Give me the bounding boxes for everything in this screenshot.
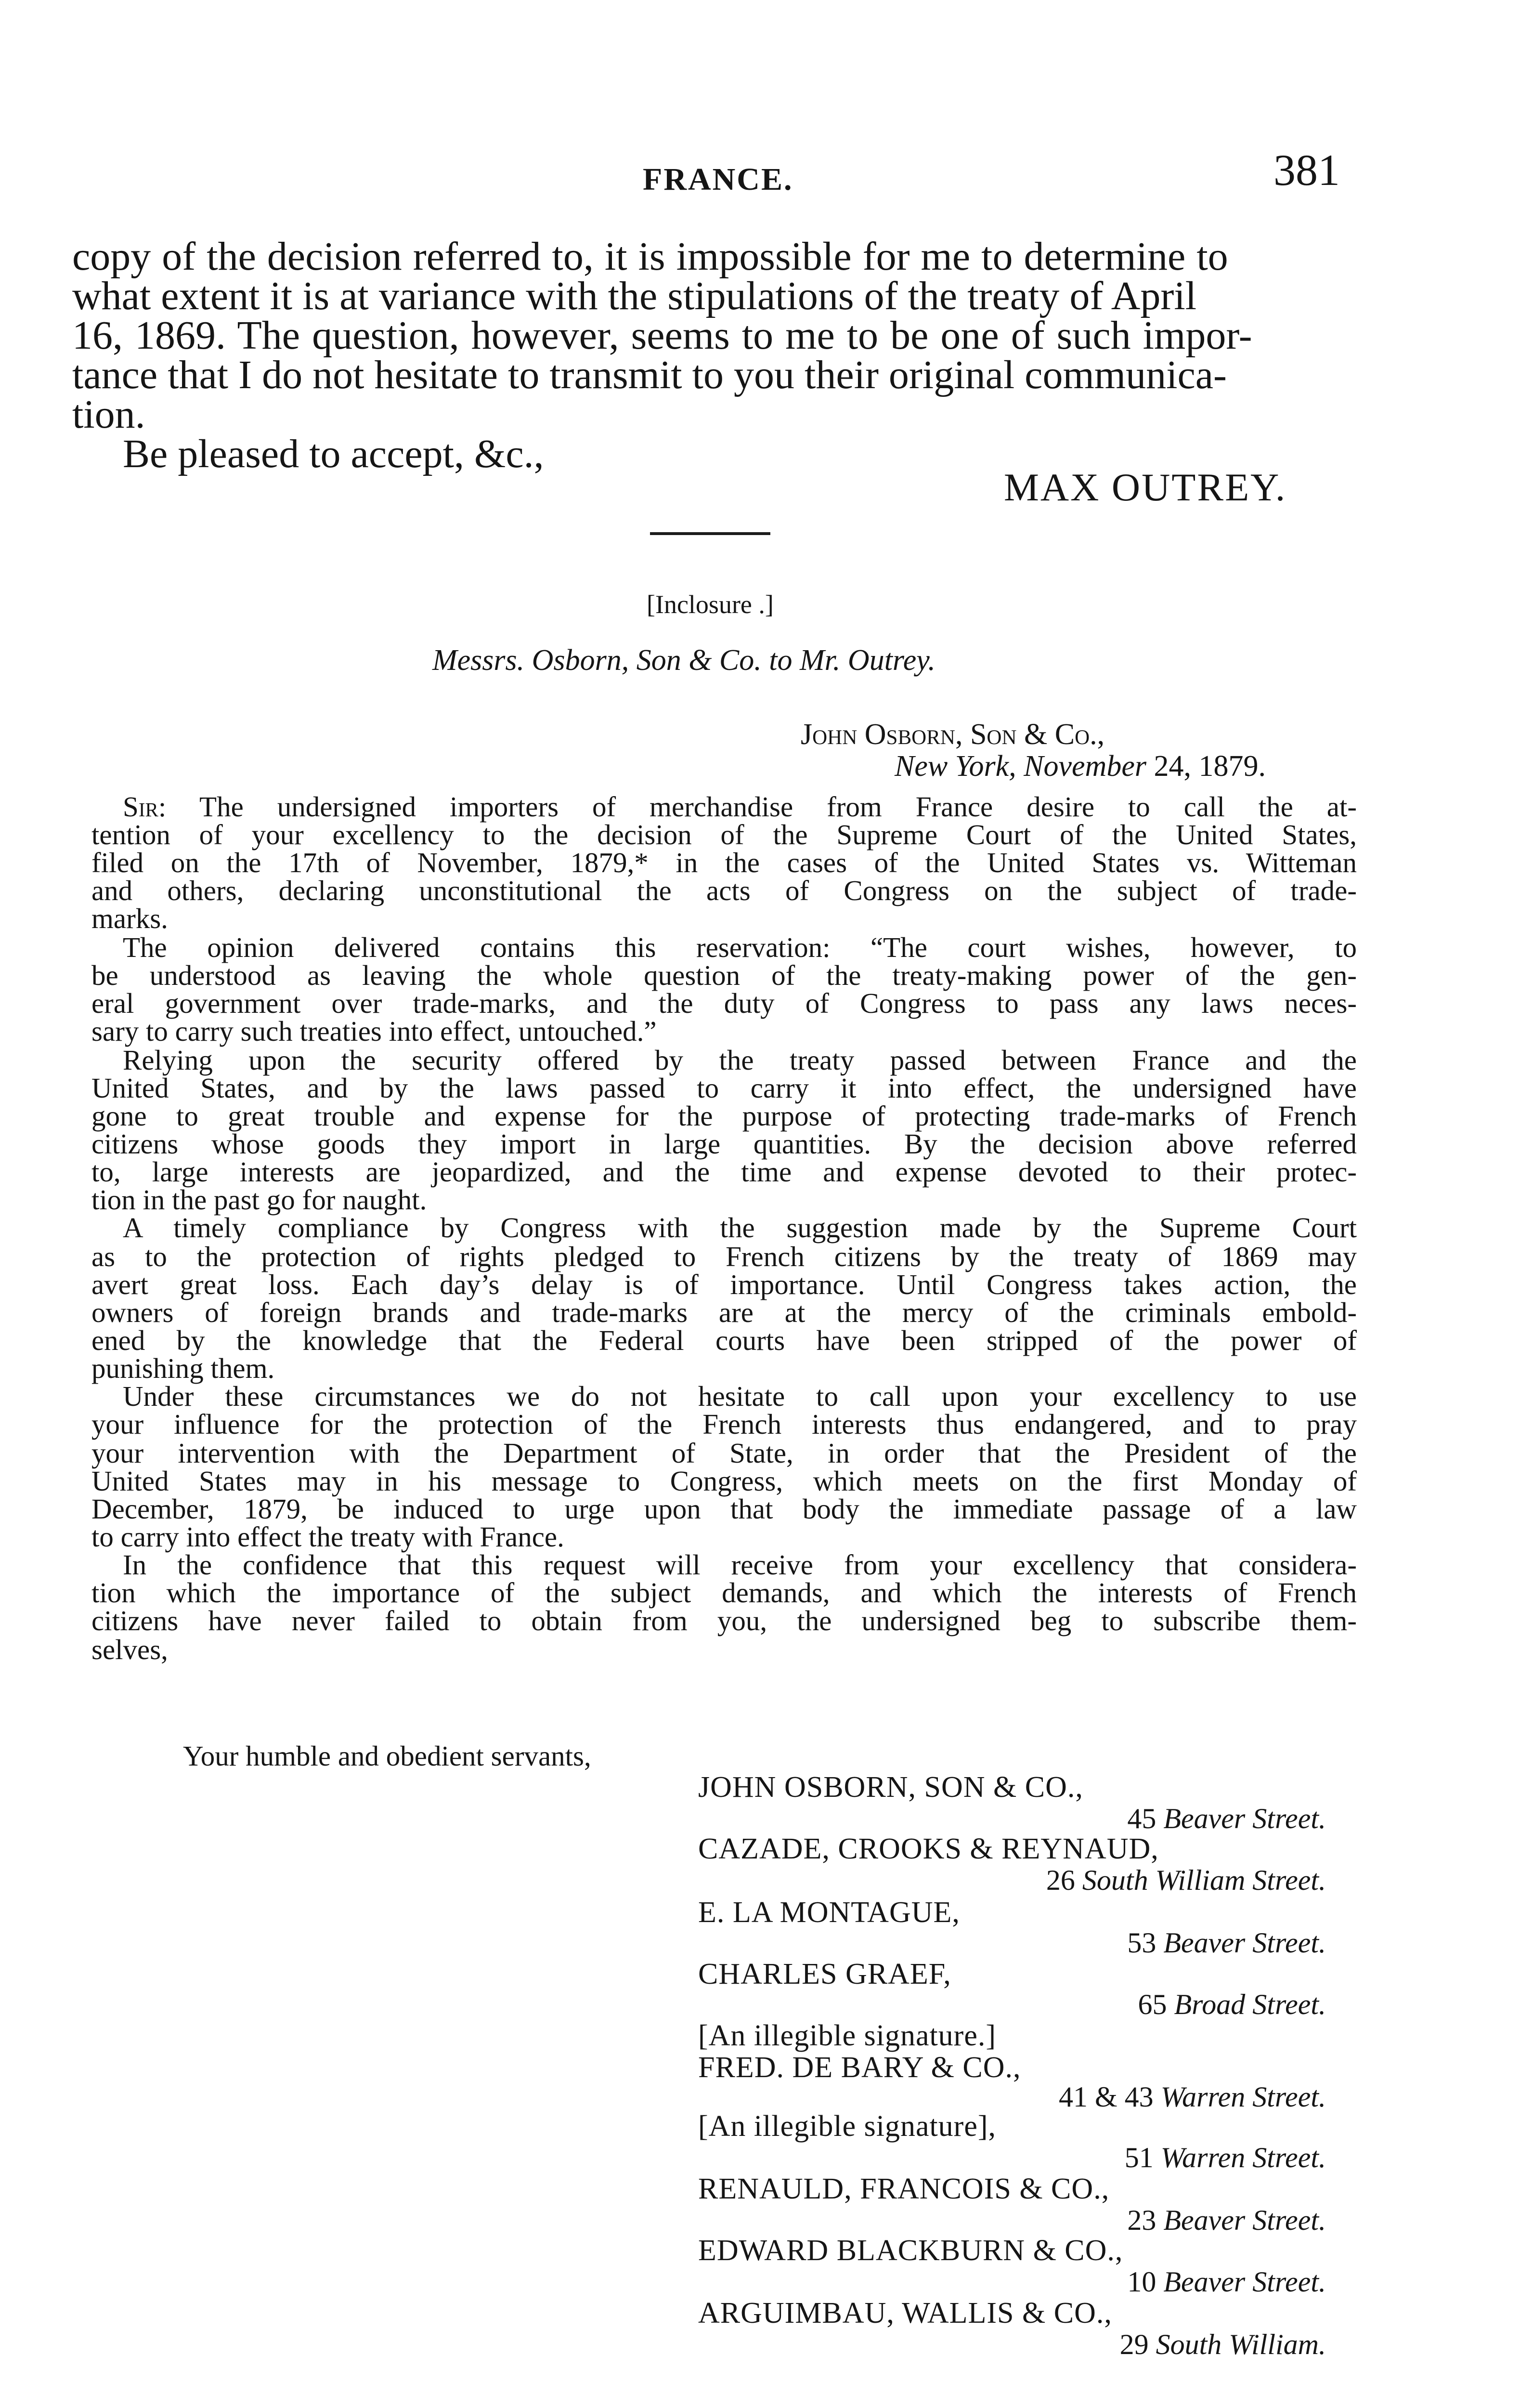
address-number: 26 <box>1046 1864 1082 1896</box>
signatory-address <box>1127 2204 1326 2237</box>
body-line: December, 1879, be induced to urge upon that body the immediate passage of a law <box>91 1493 1357 1525</box>
body-line: eral government over trade-marks, and the duty of Congress to pass any laws neces- <box>91 987 1357 1019</box>
signatory-name: [An illegible signature.] <box>698 2019 996 2052</box>
body-line: citizens whose goods they import in large quantities. By the decision above referred <box>91 1128 1357 1160</box>
address-street: South William Street. <box>1082 1864 1326 1896</box>
signatory-name: CAZADE, CROOKS & REYNAUD, <box>698 1832 1159 1865</box>
address-number: 29 <box>1119 2329 1156 2360</box>
body-line: punishing them. <box>91 1352 275 1384</box>
section-divider <box>650 532 770 535</box>
body-line: United States, and by the laws passed to carry it into effect, the undersigned have <box>91 1072 1357 1104</box>
body-line: In the confidence that this request will receive from your excellency that considera- <box>123 1549 1357 1581</box>
letter-heading: Messrs. Osborn, Son & Co. to Mr. Outrey. <box>432 644 935 677</box>
letter-sender-firm: John Osborn, Son & Co., <box>801 718 1105 751</box>
letter-place-date <box>895 749 1266 784</box>
body-line: ened by the knowledge that the Federal courts have been stripped of the power of <box>91 1324 1357 1356</box>
body-line: tion in the past go for naught. <box>91 1184 427 1216</box>
address-street: Beaver Street. <box>1163 2204 1326 2236</box>
signatory-address <box>1127 2265 1326 2299</box>
body-line: to, large interests are jeopardized, and the time and expense devoted to their protec- <box>91 1156 1357 1188</box>
signatory-name: JOHN OSBORN, SON & CO., <box>698 1771 1083 1804</box>
body-line: be understood as leaving the whole question of the treaty-making power of the gen- <box>91 959 1357 991</box>
signatory-name: RENAULD, FRANCOIS & CO., <box>698 2172 1110 2205</box>
signatory-address <box>1120 2328 1326 2361</box>
address-street: Warren Street. <box>1160 2081 1326 2113</box>
address-street: Broad Street. <box>1174 1989 1326 2020</box>
continuation-line: 16, 1869. The question, however, seems to me to be one of such impor- <box>72 313 1252 358</box>
address-number: 51 <box>1124 2142 1161 2173</box>
body-line: citizens have never failed to obtain from you, the undersigned beg to subscribe them- <box>91 1605 1357 1636</box>
continuation-line: tance that I do not hesitate to transmit to you their original communica- <box>72 353 1227 397</box>
address-number: 41 & 43 <box>1059 2081 1161 2113</box>
body-line: to carry into effect the treaty with France. <box>91 1521 564 1553</box>
body-line: gone to great trouble and expense for the purpose of protecting trade-marks of French <box>91 1100 1357 1132</box>
signatory-address <box>1125 2141 1326 2174</box>
body-line: your intervention with the Department of State, in order that the President of the <box>91 1437 1357 1469</box>
body-line-text: The undersigned importers of merchandise from France desire to call the at- <box>166 791 1357 823</box>
body-line: as to the protection of rights pledged to French citizens by the treaty of 1869 may <box>91 1241 1357 1272</box>
signatory-address <box>1059 2081 1326 2114</box>
address-number: 45 <box>1127 1803 1164 1834</box>
body-line: filed on the 17th of November, 1879,* in the cases of the United States vs. Witteman <box>91 847 1357 878</box>
continuation-line: copy of the decision referred to, it is impossible for me to determine to <box>72 234 1228 279</box>
body-line: Under these circumstances we do not hesitate to call upon your excellency to use <box>123 1380 1357 1412</box>
body-line: owners of foreign brands and trade-marks are at the mercy of the criminals embold- <box>91 1296 1357 1328</box>
body-line: tion which the importance of the subject demands, and which the interests of French <box>91 1577 1357 1609</box>
letter-date: 24, 1879. <box>1146 750 1266 783</box>
page-number: 381 <box>1273 145 1340 195</box>
body-line: Relying upon the security offered by the treaty passed between France and the <box>123 1044 1357 1076</box>
signatory-name: E. LA MONTAGUE, <box>698 1896 960 1929</box>
body-line <box>123 793 1357 821</box>
body-line: United States may in his message to Congress, which meets on the first Monday of <box>91 1465 1357 1497</box>
signatory-address <box>1138 1988 1326 2021</box>
address-number: 23 <box>1127 2204 1164 2236</box>
signatory-address <box>1127 1926 1326 1960</box>
closing-line: Be pleased to accept, &c., <box>123 432 544 476</box>
body-line: sary to carry such treaties into effect, untouched.” <box>91 1015 657 1047</box>
address-number: 53 <box>1127 1927 1164 1959</box>
address-street: Beaver Street. <box>1163 1927 1326 1959</box>
address-number: 65 <box>1138 1989 1174 2020</box>
signatory-address <box>1046 1864 1326 1897</box>
address-number: 10 <box>1127 2266 1164 2298</box>
signature-intro: Your humble and obedient servants, <box>183 1740 591 1772</box>
body-line: selves, <box>91 1634 168 1665</box>
address-street: South William. <box>1156 2329 1326 2360</box>
body-line: avert great loss. Each day’s delay is of importance. Until Congress takes action, the <box>91 1269 1357 1300</box>
body-line: The opinion delivered contains this reservation: “The court wishes, however, to <box>123 931 1357 963</box>
signatory-name: EDWARD BLACKBURN & CO., <box>698 2234 1123 2267</box>
continuation-line: tion. <box>72 392 145 437</box>
signatory-name: [An illegible signature], <box>698 2110 996 2143</box>
inclosure-label: [Inclosure .] <box>647 590 774 619</box>
body-line: and others, declaring unconstitutional the acts of Congress on the subject of trade- <box>91 875 1357 906</box>
continuation-line: what extent it is at variance with the stipulations of the treaty of April <box>72 274 1197 318</box>
signatory-name: CHARLES GRAEF, <box>698 1958 951 1990</box>
body-line: A timely compliance by Congress with the suggestion made by the Supreme Court <box>123 1212 1357 1243</box>
letter-place: New York, November <box>895 750 1146 783</box>
body-line: your influence for the protection of the French interests thus endangered, and to pray <box>91 1408 1357 1440</box>
address-street: Beaver Street. <box>1163 2266 1326 2298</box>
signatory-address <box>1127 1802 1326 1835</box>
address-street: Beaver Street. <box>1163 1803 1326 1834</box>
running-title: FRANCE. <box>643 162 793 197</box>
signatory-name: ARGUIMBAU, WALLIS & CO., <box>698 2297 1112 2329</box>
signatory-name: FRED. DE BARY & CO., <box>698 2051 1021 2084</box>
address-street: Warren Street. <box>1160 2142 1326 2173</box>
salutation: Sir: <box>123 791 167 823</box>
body-line: marks. <box>91 903 168 934</box>
sender-signature: MAX OUTREY. <box>1004 465 1287 509</box>
body-line: tention of your excellency to the decision of the Supreme Court of the United States, <box>91 819 1357 851</box>
